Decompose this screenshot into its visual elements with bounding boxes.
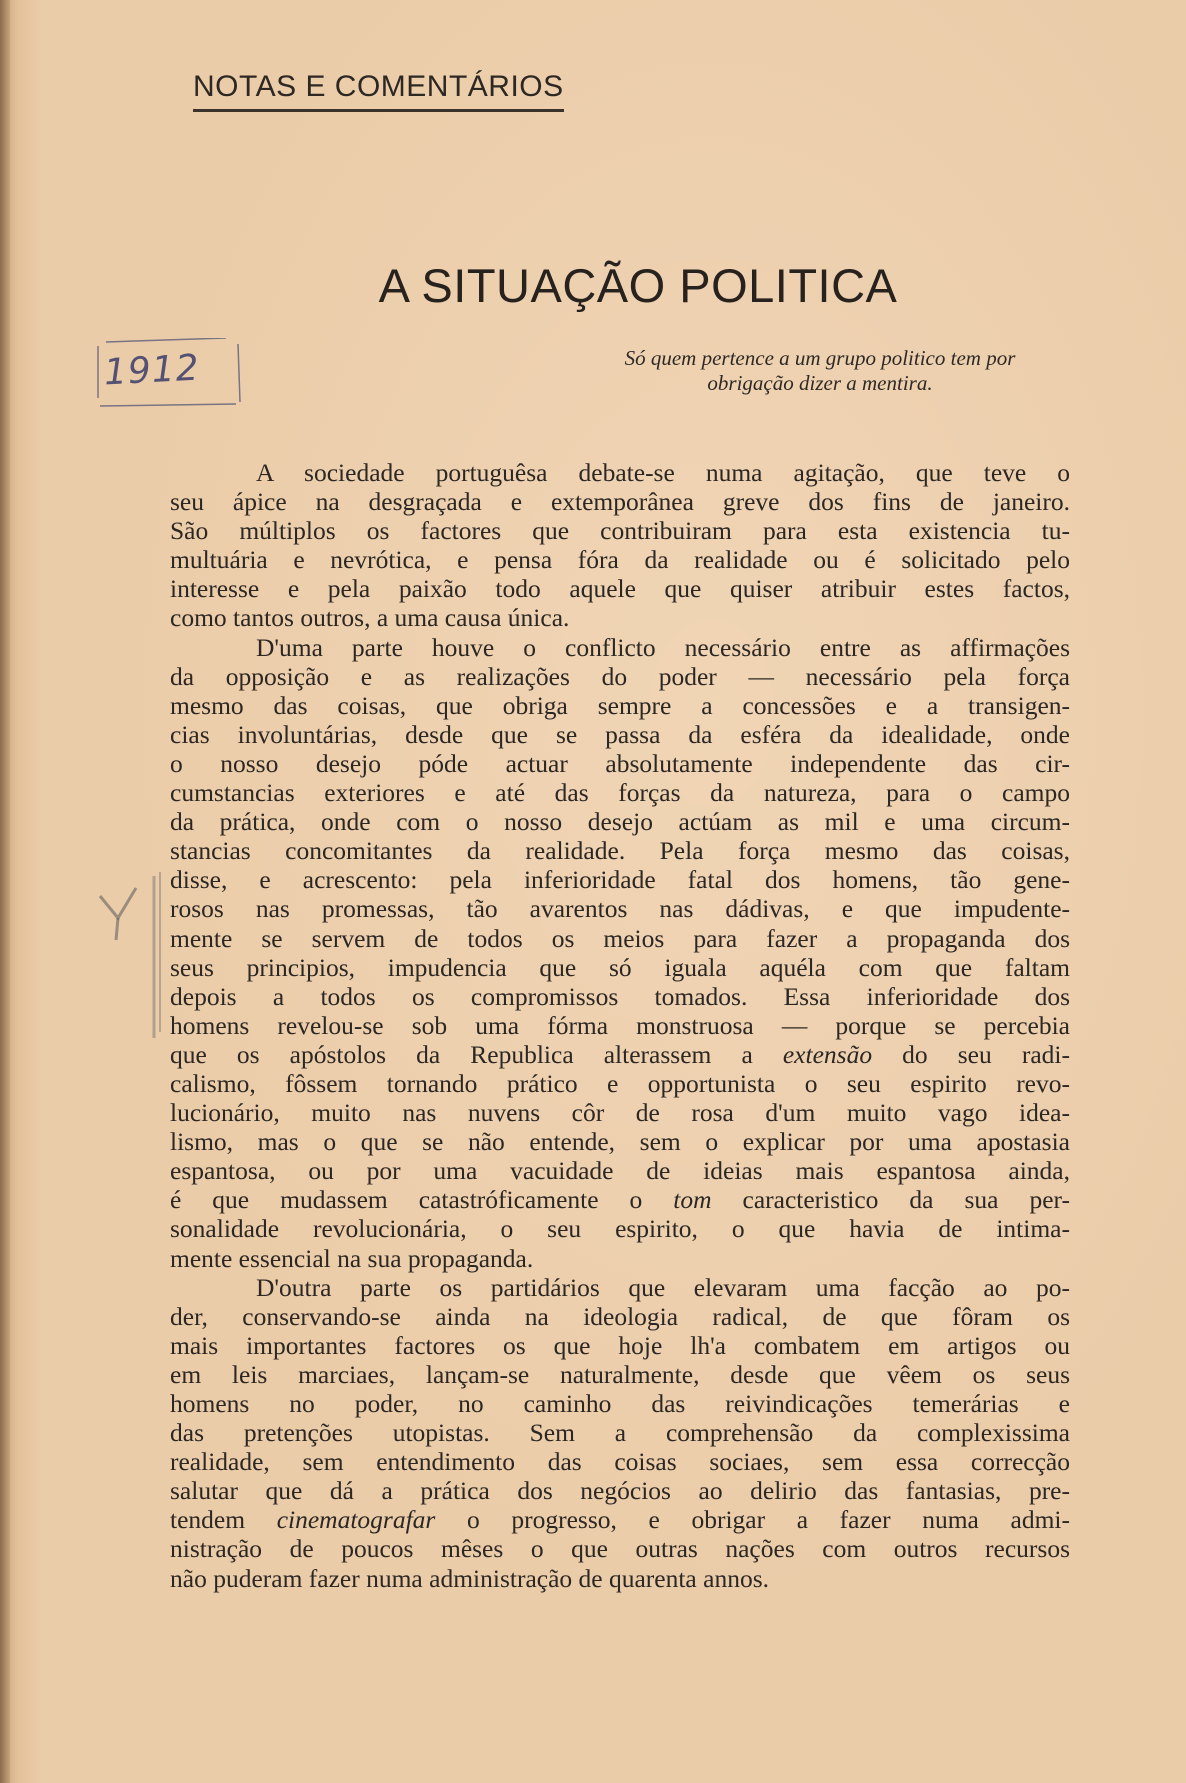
article-title: A SITUAÇÃO POLITICA (378, 259, 898, 312)
text-line: seu ápice na desgraçada e extemporânea greve dos fins de janeiro. (170, 487, 1070, 517)
text-line: tendem cinematografar o progresso, e obrigar a fazer numa admi- (170, 1505, 1070, 1535)
text-line: der, conservando-se ainda na ideologia radical, de que fôram os (170, 1301, 1070, 1331)
text-line: multuária e nevrótica, e pensa fóra da realidade ou é solicitado pelo (170, 545, 1070, 575)
text-line: A sociedade portuguêsa debate-se numa agitação, que teve o (256, 458, 1070, 487)
article-body (170, 458, 1070, 1593)
text-line: mesmo das coisas, que obriga sempre a concessões e a transigen- (170, 690, 1070, 720)
text-line: D'uma parte houve o conflicto necessário entre as affirmações (256, 632, 1070, 662)
text-line: é que mudassem catastróficamente o tom caracteristico da sua per- (170, 1185, 1070, 1215)
text-line: cumstancias exteriores e até das forças da natureza, para o campo (170, 778, 1070, 808)
text-line: que os apóstolos da Republica alterassem a extensão do seu radi- (170, 1039, 1070, 1069)
text-line: nistração de poucos mêses o que outras nações com outros recursos (170, 1534, 1070, 1564)
margin-pencil-mark (96, 880, 146, 950)
epigraph-line: obrigação dizer a mentira. (707, 371, 933, 395)
text-line: depois a todos os compromissos tomados. Essa inferioridade dos (170, 981, 1070, 1011)
text-line: o nosso desejo póde actuar absolutamente independente das cir- (170, 748, 1070, 778)
text-line: mais importantes factores os que hoje lh'a combatem em artigos ou (170, 1330, 1070, 1360)
text-line: São múltiplos os factores que contribuiram para esta existencia tu- (170, 516, 1070, 546)
text-line: como tantos outros, a uma causa única. (170, 603, 570, 633)
text-line: espantosa, ou por uma vacuidade de ideias mais espantosa ainda, (170, 1156, 1070, 1186)
text-line: lucionário, muito nas nuvens côr de rosa d'um muito vago idea- (170, 1098, 1070, 1128)
text-line: mente se servem de todos os meios para fazer a propaganda dos (170, 923, 1070, 953)
section-header: NOTAS E COMENTÁRIOS (193, 70, 564, 112)
text-line: mente essencial na sua propaganda. (170, 1243, 534, 1273)
text-line: homens no poder, no caminho das reivindicações temerárias e (170, 1389, 1070, 1418)
text-line: da opposição e as realizações do poder — necessário pela força (170, 661, 1070, 691)
text-line: lismo, mas o que se não entende, sem o explicar por uma apostasia (170, 1127, 1070, 1157)
text-line: stancias concomitantes da realidade. Pela força mesmo das coisas, (170, 836, 1070, 866)
text-line: seus principios, impudencia que só iguala aquéla com que faltam (170, 952, 1070, 982)
text-line: interesse e pela paixão todo aquele que quiser atribuir estes factos, (170, 574, 1070, 604)
text-line: salutar que dá a prática dos negócios ao delirio das fantasias, pre- (170, 1476, 1070, 1506)
margin-pencil-bars (148, 872, 168, 1042)
text-line: realidade, sem entendimento das coisas sociaes, sem essa correcção (170, 1447, 1070, 1477)
text-line: disse, e acrescento: pela inferioridade fatal dos homens, tão gene- (170, 865, 1070, 895)
stamp-handwriting: 1912 (102, 347, 201, 394)
epigraph (560, 346, 1080, 396)
text-line: não puderam fazer numa administração de quarenta annos. (170, 1563, 769, 1593)
archive-stamp (96, 338, 246, 408)
text-line: das pretenções utopistas. Sem a comprehensão da complexissima (170, 1418, 1070, 1448)
text-line: homens revelou-se sob uma fórma monstruosa — porque se percebia (170, 1010, 1070, 1040)
text-line: D'outra parte os partidários que elevaram uma facção ao po- (256, 1272, 1070, 1302)
text-line: cias involuntárias, desde que se passa da esféra da idealidade, onde (170, 719, 1070, 749)
text-line: sonalidade revolucionária, o seu espirito, o que havia de intima- (170, 1214, 1070, 1244)
text-line: da prática, onde com o nosso desejo actúam as mil e uma circum- (170, 807, 1070, 837)
text-line: rosos nas promessas, tão avarentos nas dádivas, e que impudente- (170, 894, 1070, 924)
epigraph-line: Só quem pertence a um grupo politico tem por (624, 346, 1016, 370)
text-line: em leis marciaes, lançam-se naturalmente, desde que vêem os seus (170, 1359, 1070, 1389)
text-line: calismo, fôssem tornando prático e opportunista o seu espirito revo- (170, 1068, 1070, 1098)
